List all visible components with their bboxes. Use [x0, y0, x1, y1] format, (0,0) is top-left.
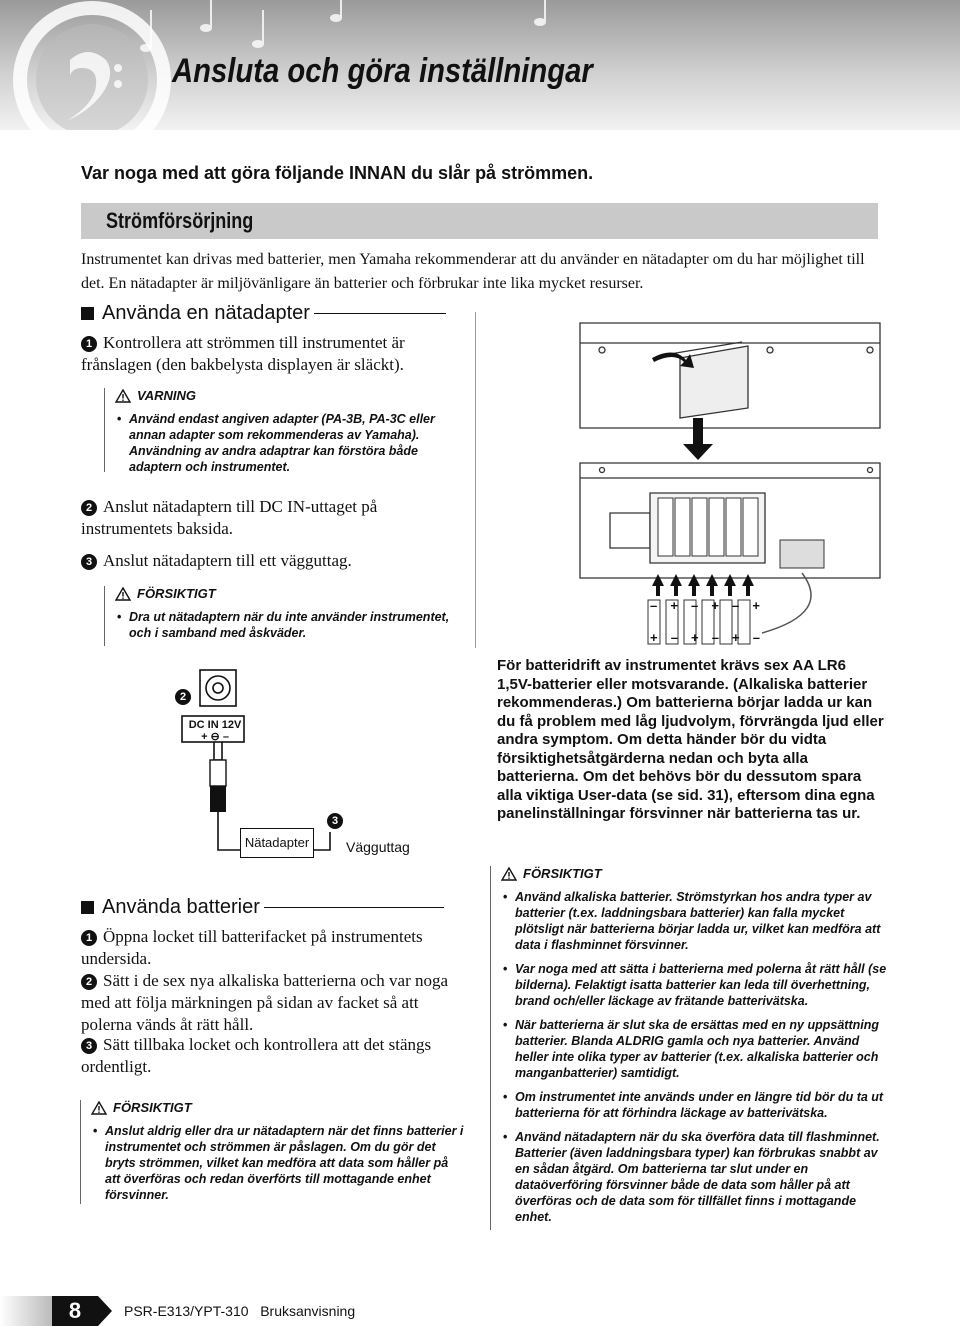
- caution-item: • Dra ut nätadaptern när du inte använder instrumentet, och i samband med åskväder.: [115, 609, 465, 641]
- battery-bottom-signs: [650, 630, 760, 645]
- section-title: Strömförsörjning: [106, 208, 254, 233]
- section-body: Instrumentet kan drivas med batterier, men Yamaha rekommenderar att du använder en nätadapter om du har möjlighet till det. En nätadapter är miljövänligare än batterier och förbrukar inte lika mycket resurser.: [81, 251, 865, 292]
- jack-label: DC IN 12V: [188, 719, 242, 731]
- footer-band: [0, 1296, 52, 1326]
- polarity-sign: +: [711, 598, 719, 613]
- footer-text: [124, 1303, 355, 1319]
- adapter-step-2: [81, 496, 461, 540]
- step-number: 1: [81, 336, 97, 352]
- caution-label: FÖRSIKTIGT: [523, 866, 602, 881]
- down-arrow-icon: [693, 418, 703, 446]
- caution-label: FÖRSIKTIGT: [113, 1100, 192, 1115]
- warning-heading: [115, 388, 465, 403]
- caution-item: • När batterierna är slut ska de ersättas med en ny uppsättning batterier. Blanda ALDRIG gamla och nya batterier. Använd heller inte olika typer av batterier (t.ex. alkaliska batterier och manganbatterier) samtidigt.: [501, 1017, 893, 1081]
- battery-info-paragraph: För batteridrift av instrumentet krävs sex AA LR6 1,5V-batterier eller motsvarande. (Alkaliska batterier rekommenderas.) Om batterierna börjar ladda ur kan du få problem med låg ljudvolym, förvrängda ljud eller andra symptom. Om detta händer bör du vidta försiktighetsåtgärderna nedan och byta alla batterierna. Om det behövs bör du dessutom spara alla viktiga User-data (se sid. 31), eftersom dina egna panelinställningar försvinner när batterierna tas ur.: [497, 657, 884, 822]
- step-text: Anslut nätadaptern till ett vägguttag.: [103, 551, 352, 570]
- jack-polarity: + ⊖ –: [201, 731, 229, 743]
- batteries-step-3: [81, 1034, 461, 1078]
- warning-triangle-icon: [91, 1101, 107, 1115]
- batteries-caution-box: [80, 1100, 465, 1204]
- batteries-step-2: [81, 970, 461, 1036]
- square-bullet-icon: [81, 901, 94, 914]
- footer-doc: Bruksanvisning: [260, 1303, 356, 1319]
- warning-label: VARNING: [137, 388, 196, 403]
- adapter-heading: [81, 302, 461, 325]
- page-tab-arrow-icon: [98, 1296, 112, 1326]
- step-number: 3: [81, 554, 97, 570]
- adapter-box: [240, 828, 314, 858]
- batteries-step-1: [81, 926, 461, 970]
- adapter-heading-text: Använda en nätadapter: [102, 302, 310, 324]
- adapter-label: Nätadapter: [244, 835, 310, 850]
- step-text: Anslut nätadaptern till DC IN-uttaget på instrumentets baksida.: [81, 497, 378, 538]
- polarity-sign: –: [752, 630, 760, 645]
- marker-number: 3: [327, 813, 343, 829]
- warning-triangle-icon: [115, 389, 131, 403]
- polarity-sign: +: [650, 630, 658, 645]
- polarity-sign: +: [732, 630, 740, 645]
- page-number: 8: [52, 1296, 98, 1326]
- polarity-sign: +: [691, 630, 699, 645]
- heading-rule: [314, 313, 446, 314]
- batteries-heading: [81, 896, 461, 919]
- step-text: Sätt i de sex nya alkaliska batterierna och var noga med att följa märkningen på sidan av facket så att polerna vänds åt rätt håll.: [81, 971, 449, 1034]
- polarity-sign: –: [711, 630, 719, 645]
- polarity-sign: –: [650, 598, 658, 613]
- caution-item: • Anslut aldrig eller dra ur nätadaptern när det finns batterier i instrumentet och strömmen är påslagen. Om du gör det bryts strömmen, vilket kan medföra att data som håller på att överföras och redan överförts till mottagande enhet försvinner.: [91, 1123, 465, 1203]
- batteries-heading-text: Använda batterier: [102, 896, 260, 918]
- arrow-icon: [652, 352, 694, 368]
- outlet-label: Vägguttag: [346, 839, 410, 855]
- caution-item: • Använd alkaliska batterier. Strömstyrkan hos andra typer av batterier (t.ex. laddningsbara batterier) kan falla mycket plötsligt när batterierna börjar ladda ur, vilket kan medföra att data i flashminnet försvinner.: [501, 889, 893, 953]
- warning-triangle-icon: [501, 867, 517, 881]
- page-title: Ansluta och göra inställningar: [172, 52, 593, 90]
- warning-triangle-icon: [115, 587, 131, 601]
- marker-number: 2: [175, 689, 191, 705]
- caution-item: • Om instrumentet inte används under en längre tid bör du ta ut batterierna för att förhindra läckage av batterivätska.: [501, 1089, 893, 1121]
- adapter-step-3: [81, 550, 461, 572]
- caution-heading: [115, 586, 465, 601]
- polarity-sign: +: [752, 598, 760, 613]
- intro-text: Var noga med att göra följande INNAN du slår på strömmen.: [81, 163, 594, 183]
- caution-item: • Var noga med att sätta i batterierna med polerna åt rätt håll (se bilderna). Felaktigt isatta batterier kan leda till överhettning, brand och/eller läckage av frätande batterivätska.: [501, 961, 893, 1009]
- step-text: Sätt tillbaka locket och kontrollera att det stängs ordentligt.: [81, 1035, 432, 1076]
- step-number: 1: [81, 930, 97, 946]
- battery-top-signs: [650, 598, 760, 613]
- polarity-sign: +: [670, 598, 678, 613]
- caution-box: [104, 586, 465, 646]
- caution-heading: [501, 866, 893, 881]
- step-number: 2: [81, 500, 97, 516]
- step-text: Kontrollera att strömmen till instrumentet är frånslagen (den bakbelysta displayen är släckt).: [81, 333, 405, 374]
- warning-box: [104, 388, 465, 472]
- step-number: 2: [81, 974, 97, 990]
- caution-label: FÖRSIKTIGT: [137, 586, 216, 601]
- adapter-step-1: [81, 332, 461, 376]
- heading-rule: [264, 907, 444, 908]
- polarity-sign: –: [670, 630, 678, 645]
- step-number: 3: [81, 1038, 97, 1054]
- column-divider: [475, 312, 476, 648]
- square-bullet-icon: [81, 307, 94, 320]
- warning-item: • Använd endast angiven adapter (PA-3B, PA-3C eller annan adapter som rekommenderas av Yamaha). Användning av andra adaptrar kan förstöra både adaptern och instrumentet.: [115, 411, 465, 475]
- step-text: Öppna locket till batterifacket på instrumentets undersida.: [81, 927, 423, 968]
- right-caution-box: [490, 866, 893, 1230]
- polarity-sign: –: [732, 598, 740, 613]
- footer-model: PSR-E313/YPT-310: [124, 1303, 249, 1319]
- caution-item: • Använd nätadaptern när du ska överföra data till flashminnet. Batterier (även laddningsbara typer) kan förbrukas snabbt av en sådan åtgärd. Om batterierna tar slut under en dataöverföring försvinner både de data som håller på att överföras och de data som för tillfället finns i mottagande enhet.: [501, 1129, 893, 1225]
- polarity-sign: –: [691, 598, 699, 613]
- caution-heading: [91, 1100, 465, 1115]
